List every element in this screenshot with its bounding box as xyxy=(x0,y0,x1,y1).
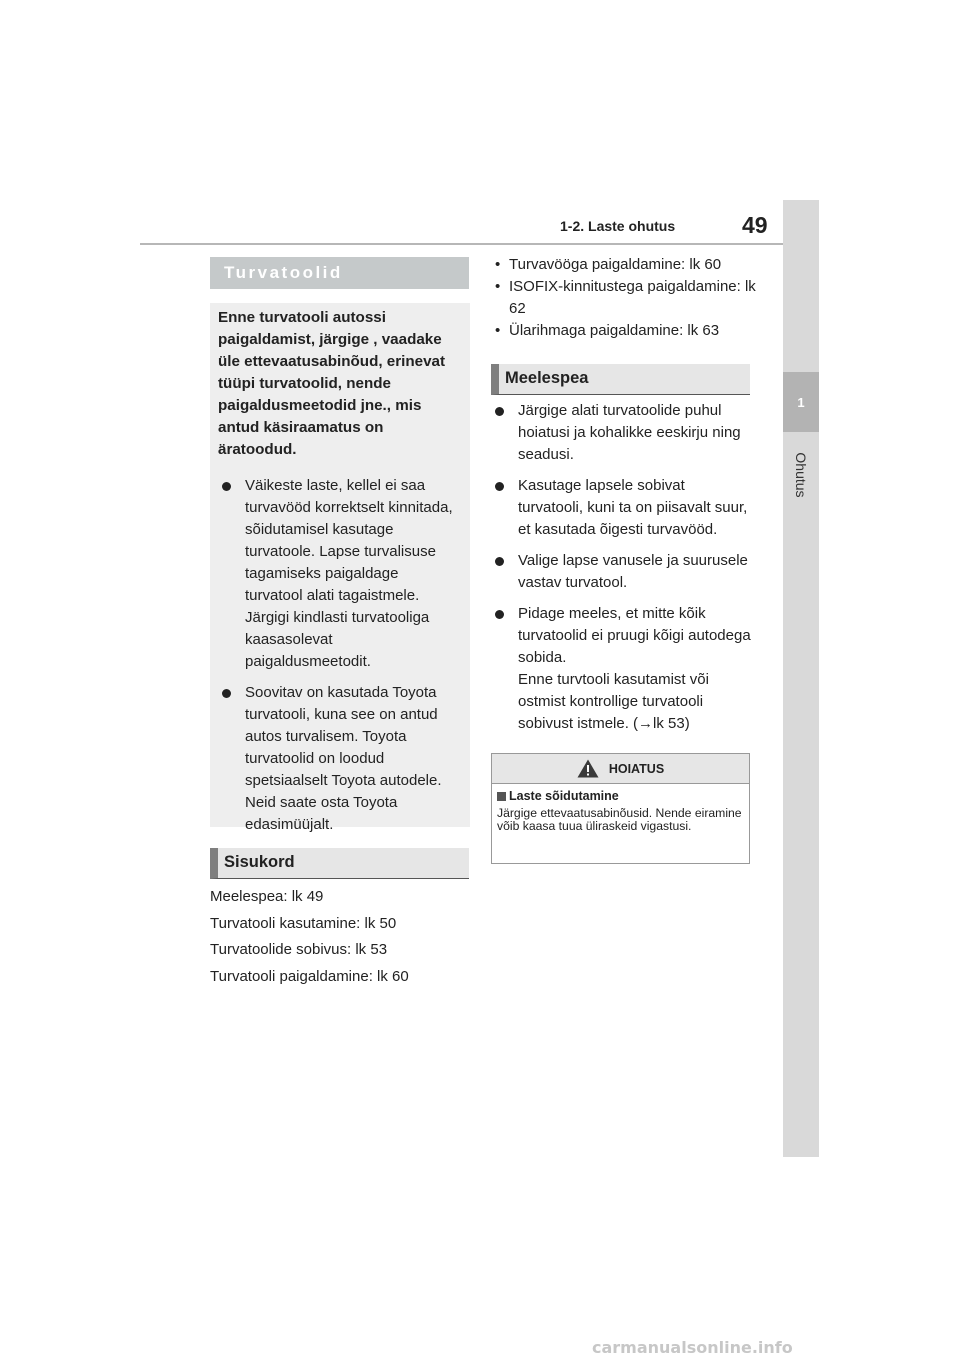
intro-bullet xyxy=(218,475,460,673)
table-of-contents xyxy=(210,884,470,990)
meelespea-bullet-text: Järgige alati turvatoolide puhul hoiatusi ja kohalikke eeskirju ning seadusi. xyxy=(518,402,741,463)
side-tab-title: Ohutus xyxy=(793,452,809,498)
square-bullet-icon xyxy=(497,792,506,801)
bullet-dot-icon xyxy=(495,482,504,491)
list-item xyxy=(491,320,761,342)
sisukord-heading: Sisukord xyxy=(210,848,469,879)
meelespea-bullet-text: Pidage meeles, et mitte kõik turvatoolid ei pruugi kõigi autodega sobida. xyxy=(518,605,751,666)
list-dot-icon: • xyxy=(495,256,501,273)
toc-item: Turvatooli kasutamine: lk 50 xyxy=(210,914,397,932)
bullet-dot-icon xyxy=(495,610,504,619)
bullet-dot-icon xyxy=(222,482,231,491)
list-dot-icon: • xyxy=(495,278,501,295)
list-item xyxy=(491,254,761,276)
meelespea-bullet xyxy=(491,603,753,735)
toc-item: Turvatoolide sobivus: lk 53 xyxy=(210,941,388,958)
page-number: 49 xyxy=(742,212,768,238)
list-item-text: Ülarihmaga paigaldamine: lk 63 xyxy=(509,322,720,339)
bullet-dot-icon xyxy=(495,557,504,566)
intro-text: Enne turvatooli autossi paigaldamist, järgige , vaadake üle ettevaatusabinõud, erinevat tüüpi turvatoolid, nende paigaldusmeetodid jne., mis antud käsiraamatus on äratoodud. xyxy=(218,309,446,458)
header-rule xyxy=(140,243,784,245)
toc-item: Meelespea: lk 49 xyxy=(210,888,324,905)
meelespea-bullet xyxy=(491,400,753,466)
list-item-text: Turvavööga paigaldamine: lk 60 xyxy=(509,256,722,273)
meelespea-bullet xyxy=(491,475,753,541)
meelespea-list xyxy=(491,400,753,744)
section-label: 1-2. Laste ohutus xyxy=(560,218,676,234)
warning-subheading-text: Laste sõidutamine xyxy=(509,789,619,803)
meelespea-bullet-extra: Enne turvtooli kasutamist või ostmist kontrollige turvatooli sobivust istmele. (→lk 53) xyxy=(518,671,709,732)
warning-subheading xyxy=(497,789,749,803)
intro-bullet xyxy=(218,682,460,836)
side-tab-bar xyxy=(783,200,819,1157)
intro-bullet-text: Soovitav on kasutada Toyota turvatooli, kuna see on antud autos turvalisem. Toyota turvatoolid on loodud spetsiaalselt Toyota autodele. Neid saate osta Toyota edasimüüjalt. xyxy=(245,684,442,833)
intro-bullet-text: Väikeste laste, kellel ei saa turvavööd korrektselt kinnitada, sõidutamisel kasutage turvatoole. Lapse turvalisuse tagamiseks paigaldage turvatool alati tagaistmele. Järgigi kindlasti turvatooliga kaasasolevat paigaldusmeetodit. xyxy=(245,477,453,670)
toc-item: Turvatooli paigaldamine: lk 60 xyxy=(210,967,409,985)
footer-watermark: carmanualsonline.info xyxy=(592,1338,793,1357)
intro-box xyxy=(210,303,470,833)
side-tab-chapter: 1 xyxy=(783,372,819,432)
warning-label: HOIATUS xyxy=(608,761,665,776)
meelespea-bullet-text: Kasutage lapsele sobivat turvatooli, kuni ta on piisavalt suur, et kasutada õigesti turvavööd. xyxy=(518,477,748,538)
list-item xyxy=(491,276,761,320)
meelespea-heading: Meelespea xyxy=(491,364,750,395)
warning-header xyxy=(492,754,749,784)
install-method-list xyxy=(491,254,761,342)
bullet-dot-icon xyxy=(222,689,231,698)
meelespea-bullet xyxy=(491,550,753,594)
meelespea-bullet-text: Valige lapse vanusele ja suurusele vastav turvatool. xyxy=(518,552,748,591)
bullet-dot-icon xyxy=(495,407,504,416)
page-title: Turvatoolid xyxy=(210,257,469,289)
warning-triangle-icon xyxy=(577,759,599,778)
warning-body: Järgige ettevaatusabinõusid. Nende eiramine võib kaasa tuua üliraskeid vigastusi. xyxy=(497,806,742,833)
list-dot-icon: • xyxy=(495,322,501,339)
warning-box xyxy=(491,753,750,864)
list-item-text: ISOFIX-kinnitustega paigaldamine: lk 62 xyxy=(509,278,756,317)
